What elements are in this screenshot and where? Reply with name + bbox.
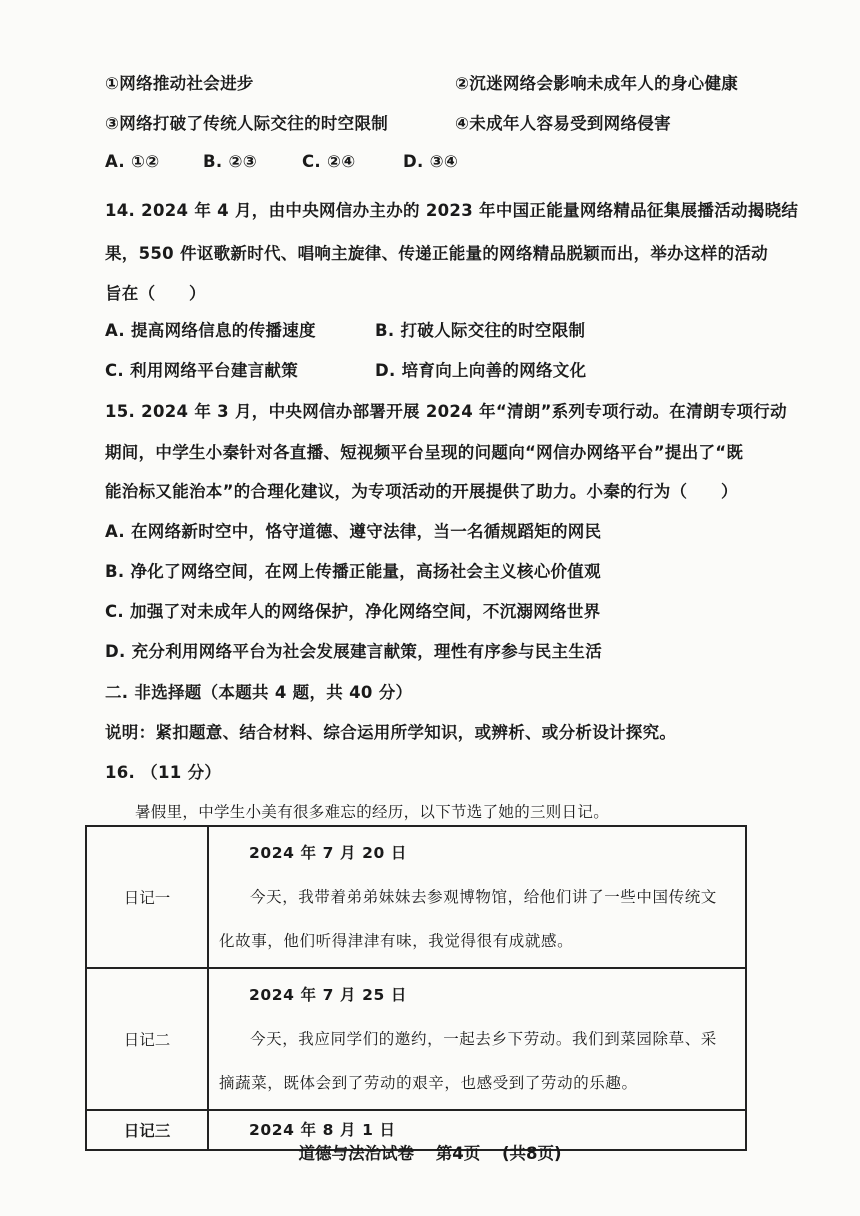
diary-label: 日记二 — [86, 968, 208, 1110]
q16-intro: 暑假里，中学生小美有很多难忘的经历，以下节选了她的三则日记。 — [135, 803, 610, 821]
diary-date: 2024 年 7 月 20 日 — [249, 844, 407, 862]
diary-date: 2024 年 8 月 1 日 — [249, 1121, 396, 1139]
q14-option-a: A. 提高网络信息的传播速度 — [105, 321, 316, 340]
q14-line-1: 14. 2024 年 4 月，由中央网信办主办的 2023 年中国正能量网络精品征集展播活动揭晓结 — [105, 201, 799, 220]
q14-option-b: B. 打破人际交往的时空限制 — [375, 321, 586, 340]
q15-line-1: 15. 2024 年 3 月，中央网信办部署开展 2024 年“清朗”系列专项行动。在清朗专项行动 — [105, 402, 787, 421]
q16-header: 16. （11 分） — [105, 763, 222, 782]
footer-total-pages: (共8页) — [501, 1144, 562, 1163]
diary-label: 日记一 — [86, 826, 208, 968]
footer-subject: 道德与法治试卷 — [298, 1144, 414, 1163]
diary-line: 摘蔬菜，既体会到了劳动的艰辛，也感受到了劳动的乐趣。 — [219, 1074, 638, 1092]
diary-content — [208, 968, 746, 1110]
q14-line-3: 旨在（ ） — [105, 284, 206, 303]
statement-2: ②沉迷网络会影响未成年人的身心健康 — [455, 74, 739, 93]
section-instruction: 说明：紧扣题意、结合材料、综合运用所学知识，或辨析、或分析设计探究。 — [105, 723, 677, 742]
diary-row — [86, 826, 746, 968]
diary-date: 2024 年 7 月 25 日 — [249, 986, 407, 1004]
q15-line-2: 期间，中学生小秦针对各直播、短视频平台呈现的问题向“网信办网络平台”提出了“既 — [105, 443, 744, 462]
diary-line: 化故事，他们听得津津有味，我觉得很有成就感。 — [219, 932, 574, 950]
q15-option-d: D. 充分利用网络平台为社会发展建言献策，理性有序参与民主生活 — [105, 642, 603, 661]
q13-option-d: D. ③④ — [403, 152, 459, 171]
statement-3: ③网络打破了传统人际交往的时空限制 — [105, 114, 389, 133]
q15-option-a: A. 在网络新时空中，恪守道德、遵守法律，当一名循规蹈矩的网民 — [105, 522, 602, 541]
q13-option-c: C. ②④ — [302, 152, 356, 171]
diary-row — [86, 968, 746, 1110]
q15-option-c: C. 加强了对未成年人的网络保护，净化网络空间，不沉溺网络世界 — [105, 602, 601, 621]
statement-1: ①网络推动社会进步 — [105, 74, 254, 93]
section-title: 二. 非选择题（本题共 4 题，共 40 分） — [105, 683, 413, 702]
diary-content — [208, 826, 746, 968]
statement-4: ④未成年人容易受到网络侵害 — [455, 114, 671, 133]
diary-label: 日记三 — [86, 1110, 208, 1150]
q14-option-c: C. 利用网络平台建言献策 — [105, 361, 299, 380]
q14-line-2: 果，550 件讴歌新时代、唱响主旋律、传递正能量的网络精品脱颖而出，举办这样的活动 — [105, 244, 768, 263]
q15-line-3: 能治标又能治本”的合理化建议，为专项活动的开展提供了助力。小秦的行为（ ） — [105, 482, 738, 501]
q14-option-d: D. 培育向上向善的网络文化 — [375, 361, 587, 380]
q13-option-b: B. ②③ — [203, 152, 258, 171]
diary-line: 今天，我带着弟弟妹妹去参观博物馆，给他们讲了一些中国传统文 — [250, 888, 717, 906]
q13-option-a: A. ①② — [105, 152, 160, 171]
footer-page-number: 第4页 — [435, 1144, 481, 1163]
page-footer — [0, 1140, 860, 1164]
q15-option-b: B. 净化了网络空间，在网上传播正能量，高扬社会主义核心价值观 — [105, 562, 601, 581]
diary-table — [85, 825, 747, 1151]
diary-line: 今天，我应同学们的邀约，一起去乡下劳动。我们到菜园除草、采 — [250, 1030, 717, 1048]
